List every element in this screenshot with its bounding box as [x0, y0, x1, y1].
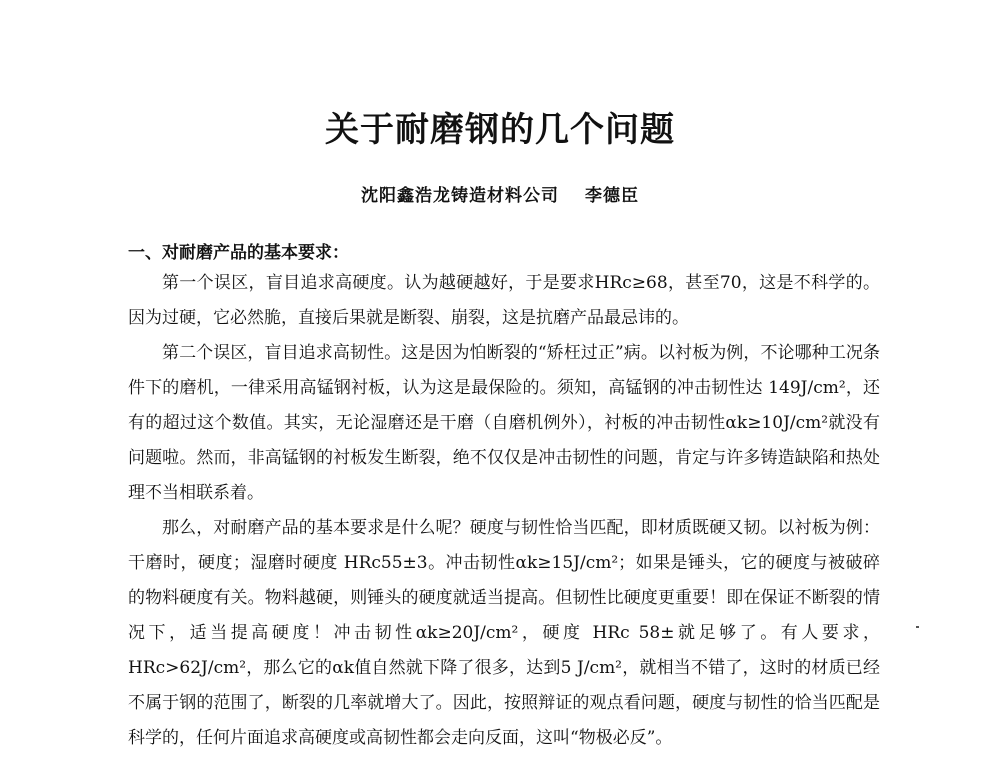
scan-artifact [916, 626, 919, 628]
author-organization: 沈阳鑫浩龙铸造材料公司 [361, 186, 559, 206]
body-text [128, 266, 880, 756]
author-line [0, 183, 1000, 209]
paragraph-2: 第二个误区，盲目追求高韧性。这是因为怕断裂的“矫枉过正”病。以衬板为例，不论哪种工况条件下的磨机，一律采用高锰钢衬板，认为这是最保险的。须知，高锰钢的冲击韧性达 149J/cm²，还有的超过这个数值。其实，无论湿磨还是干磨（自磨机例外），衬板的冲击韧性αk≥10J/cm²就没有问题啦。然而，非高锰钢的衬板发生断裂，绝不仅仅是冲击韧性的问题，肯定与许多铸造缺陷和热处理不当相联系着。 [128, 343, 880, 503]
paragraph-1: 第一个误区，盲目追求高硬度。认为越硬越好，于是要求HRc≥68，甚至70，这是不科学的。因为过硬，它必然脆，直接后果就是断裂、崩裂，这是抗磨产品最忌讳的。 [128, 273, 880, 328]
author-name: 李德臣 [585, 186, 639, 206]
paragraph-3: 那么，对耐磨产品的基本要求是什么呢？硬度与韧性恰当匹配，即材质既硬又韧。以衬板为例：干磨时，硬度；湿磨时硬度 HRc55±3。冲击韧性αk≥15J/cm²；如果是锤头，它的硬度与被破碎的物料硬度有关。物料越硬，则锤头的硬度就适当提高。但韧性比硬度更重要！即在保证不断裂的情况下，适当提高硬度！冲击韧性αk≥20J/cm²，硬度 HRc 58±就足够了。有人要求，HRc>62J/cm²，那么它的αk值自然就下降了很多，达到5 J/cm²，就相当不错了，这时的材质已经不属于钢的范围了，断裂的几率就增大了。因此，按照辩证的观点看问题，硬度与韧性的恰当匹配是科学的，任何片面追求高硬度或高韧性都会走向反面，这叫“物极必反”。 [128, 518, 880, 748]
document-title: 关于耐磨钢的几个问题 [325, 110, 675, 150]
section-heading: 一、对耐磨产品的基本要求： [128, 243, 349, 263]
